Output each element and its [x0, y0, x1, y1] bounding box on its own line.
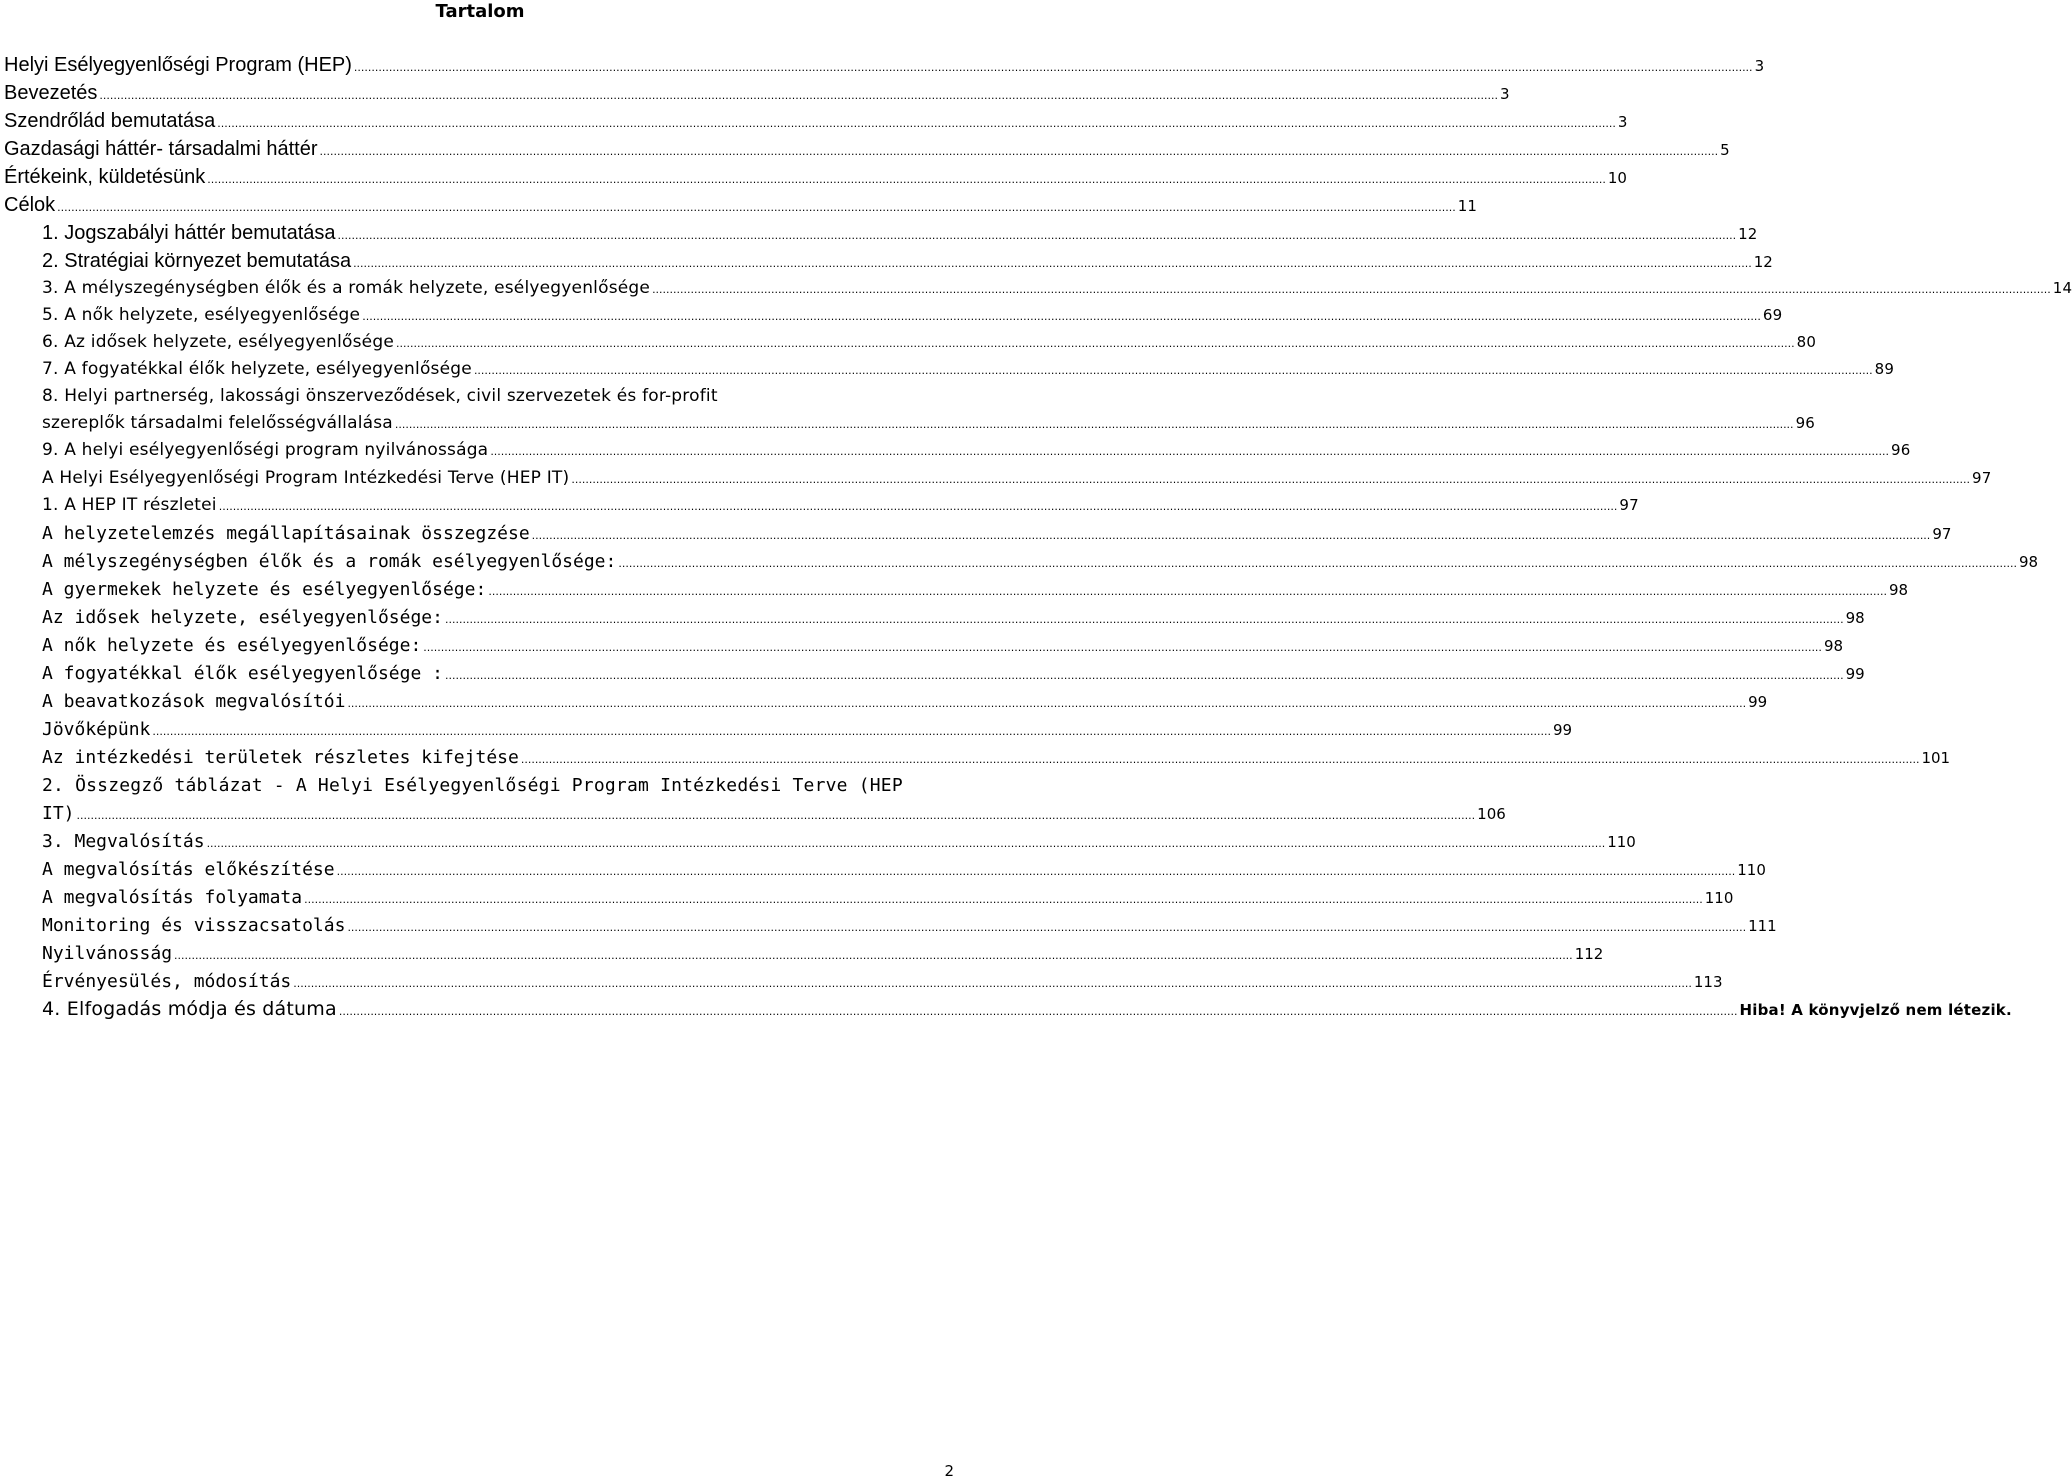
toc-leader: ................................................................................................................................................................................................................................................................................................................................................................................................................ [362, 310, 1761, 323]
toc-leader: ................................................................................................................................................................................................................................................................................................................................................................................................................ [444, 613, 1844, 626]
toc-leader: ................................................................................................................................................................................................................................................................................................................................................................................................................ [338, 1005, 1738, 1018]
toc-leader: ................................................................................................................................................................................................................................................................................................................................................................................................................ [618, 557, 2017, 570]
toc-entry-label: Jövőképünk [42, 719, 151, 740]
toc-entry-label: 2. Stratégiai környezet bemutatása [42, 250, 352, 272]
toc-entry[interactable] [0, 468, 1992, 488]
toc-entry[interactable] [0, 998, 2012, 1020]
toc-entry-page: 80 [1796, 333, 1817, 351]
toc-leader: ................................................................................................................................................................................................................................................................................................................................................................................................................ [206, 837, 1606, 850]
toc-entry[interactable] [0, 859, 1766, 880]
toc-entry-page: 10 [1607, 169, 1627, 187]
toc-leader: ................................................................................................................................................................................................................................................................................................................................................................................................................ [347, 697, 1747, 710]
toc-entry[interactable] [0, 194, 1477, 217]
toc-entry-label: IT) [42, 803, 75, 824]
toc-leader: ................................................................................................................................................................................................................................................................................................................................................................................................................ [304, 893, 1703, 906]
toc-entry-label: 3. Megvalósítás [42, 831, 205, 852]
toc-leader: ................................................................................................................................................................................................................................................................................................................................................................................................................ [444, 669, 1844, 682]
toc-entry-page: 12 [1738, 225, 1758, 243]
toc-entry-page-error: Hiba! A könyvjelző nem létezik. [1739, 1001, 2012, 1019]
toc-entry-page: 3 [1617, 113, 1628, 131]
toc-entry-page: 99 [1748, 693, 1768, 711]
toc-entry[interactable] [0, 440, 1911, 460]
toc-leader: ................................................................................................................................................................................................................................................................................................................................................................................................................ [395, 337, 1795, 350]
toc-entry[interactable] [0, 943, 1604, 964]
toc-entry-label: Szendrőlád bemutatása [4, 110, 216, 132]
toc-entry-page: 99 [1553, 721, 1573, 739]
toc-entry-label: 1. Jogszabályi háttér bemutatása [42, 222, 336, 244]
toc-entry-page: 110 [1737, 861, 1766, 879]
toc-entry-continuation[interactable] [0, 803, 1506, 824]
toc-entry-page: 111 [1748, 917, 1777, 935]
toc-entry[interactable] [0, 971, 1723, 992]
toc-leader: ................................................................................................................................................................................................................................................................................................................................................................................................................ [217, 117, 1616, 130]
toc-entry-label: 7. A fogyatékkal élők helyzete, esélyegyenlősége [42, 359, 472, 379]
toc-entry[interactable] [0, 607, 1865, 628]
toc-leader: ................................................................................................................................................................................................................................................................................................................................................................................................................ [347, 921, 1747, 934]
toc-entry-label: Monitoring és visszacsatolás [42, 915, 346, 936]
toc-leader: ................................................................................................................................................................................................................................................................................................................................................................................................................ [218, 500, 1618, 513]
toc-entry-label: A nők helyzete és esélyegyenlősége: [42, 635, 422, 656]
toc-entry-page: 96 [1795, 414, 1816, 432]
toc-leader: ................................................................................................................................................................................................................................................................................................................................................................................................................ [353, 61, 1753, 74]
toc-entry[interactable] [0, 278, 2072, 298]
toc-entry-page: 106 [1477, 805, 1506, 823]
toc-entry-label: A megvalósítás folyamata [42, 887, 303, 908]
toc-entry-page: 98 [1823, 637, 1844, 655]
toc-entry-page: 98 [2019, 553, 2039, 571]
toc-leader: ................................................................................................................................................................................................................................................................................................................................................................................................................ [531, 529, 1931, 542]
toc-entry-label: 1. A HEP IT részletei [42, 495, 217, 515]
toc-entry[interactable] [0, 82, 1510, 105]
toc-entry-page: 14 [2052, 279, 2072, 297]
toc-leader: ................................................................................................................................................................................................................................................................................................................................................................................................................ [152, 725, 1552, 738]
toc-entry[interactable] [0, 663, 1865, 684]
page-number: 2 [944, 1462, 954, 1480]
toc-entry[interactable] [0, 747, 1951, 768]
toc-entry-label: A Helyi Esélyegyenlőségi Program Intézkedési Terve (HEP IT) [42, 468, 570, 488]
toc-entry-label: 6. Az idősek helyzete, esélyegyenlősége [42, 332, 394, 352]
toc-entry-page: 113 [1693, 973, 1723, 991]
toc-leader: ................................................................................................................................................................................................................................................................................................................................................................................................................ [488, 585, 1887, 598]
toc-entry[interactable] [0, 887, 1734, 908]
toc-entry-label: Nyilvánosság [42, 943, 173, 964]
toc-entry[interactable] [0, 222, 1758, 245]
toc-leader: ................................................................................................................................................................................................................................................................................................................................................................................................................ [336, 865, 1736, 878]
toc-entry-page: 5 [1720, 141, 1730, 159]
page-title: Tartalom [435, 1, 525, 22]
toc-entry-page: 112 [1574, 945, 1604, 963]
toc-entry-page: 110 [1704, 889, 1734, 907]
toc-entry-page: 97 [1619, 496, 1639, 514]
toc-entry-label: Gazdasági háttér- társadalmi háttér [4, 138, 318, 160]
toc-entry-label: Célok [4, 194, 56, 216]
toc-entry[interactable] [0, 775, 956, 796]
toc-leader: ................................................................................................................................................................................................................................................................................................................................................................................................................ [571, 473, 1970, 486]
toc-entry-label: szereplők társadalmi felelősségvállalása [42, 413, 393, 433]
toc-entry[interactable] [0, 332, 1817, 352]
toc-entry-page: 97 [1932, 525, 1952, 543]
toc-leader: ................................................................................................................................................................................................................................................................................................................................................................................................................ [174, 949, 1573, 962]
toc-entry[interactable] [0, 54, 1765, 77]
toc-entry-label-line1: 8. Helyi partnerség, lakossági önszerveződések, civil szervezetek és for-profit [42, 386, 718, 406]
toc-entry[interactable] [0, 635, 1844, 656]
toc-entry-page: 97 [1971, 469, 1992, 487]
toc-entry[interactable] [0, 551, 2039, 572]
toc-entry[interactable] [0, 305, 1783, 325]
toc-leader: ................................................................................................................................................................................................................................................................................................................................................................................................................ [76, 809, 1476, 822]
toc-entry[interactable] [0, 831, 1636, 852]
toc-entry-page: 11 [1457, 197, 1477, 215]
toc-entry[interactable] [0, 110, 1628, 133]
toc-leader: ................................................................................................................................................................................................................................................................................................................................................................................................................ [652, 283, 2051, 296]
toc-entry-label: 3. A mélyszegénységben élők és a romák helyzete, esélyegyenlősége [42, 278, 651, 298]
toc-entry-label: 5. A nők helyzete, esélyegyenlősége [42, 305, 361, 325]
toc-entry-label: Bevezetés [4, 82, 98, 104]
toc-entry-label: Értékeink, küldetésünk [4, 166, 206, 188]
toc-entry[interactable] [0, 579, 1909, 600]
toc-entry[interactable] [0, 250, 1773, 273]
toc-leader: ................................................................................................................................................................................................................................................................................................................................................................................................................ [99, 89, 1499, 102]
toc-entry-label: Az intézkedési területek részletes kifejtése [42, 747, 519, 768]
toc-leader: ................................................................................................................................................................................................................................................................................................................................................................................................................ [57, 201, 1456, 214]
toc-entry-page: 69 [1762, 306, 1783, 324]
toc-entry-page: 3 [1754, 57, 1765, 75]
toc-entry-label: A megvalósítás előkészítése [42, 859, 335, 880]
toc-entry-page: 99 [1845, 665, 1865, 683]
toc-leader: ................................................................................................................................................................................................................................................................................................................................................................................................................ [473, 364, 1873, 377]
toc-entry-page: 3 [1500, 85, 1510, 103]
toc-entry-page: 96 [1890, 441, 1911, 459]
toc-leader: ................................................................................................................................................................................................................................................................................................................................................................................................................ [293, 977, 1692, 990]
toc-leader: ................................................................................................................................................................................................................................................................................................................................................................................................................ [337, 229, 1737, 242]
toc-entry[interactable] [0, 359, 1895, 379]
toc-entry[interactable] [0, 691, 1768, 712]
toc-entry-page: 89 [1874, 360, 1895, 378]
toc-entry[interactable] [0, 523, 1952, 544]
toc-entry[interactable] [0, 166, 1627, 189]
toc-entry-label: 9. A helyi esélyegyenlőségi program nyilvánossága [42, 440, 489, 460]
toc-leader: ................................................................................................................................................................................................................................................................................................................................................................................................................ [520, 753, 1920, 766]
toc-leader: ................................................................................................................................................................................................................................................................................................................................................................................................................ [207, 173, 1606, 186]
toc-entry-continuation[interactable] [0, 413, 1816, 433]
toc-entry-page: 101 [1921, 749, 1951, 767]
toc-entry-page: 98 [1888, 581, 1909, 599]
toc-leader: ................................................................................................................................................................................................................................................................................................................................................................................................................ [319, 145, 1719, 158]
toc-entry[interactable] [0, 719, 1573, 740]
toc-entry-label: A helyzetelemzés megállapításainak összegzése [42, 523, 530, 544]
toc-entry-label: A mélyszegénységben élők és a romák esélyegyenlősége: [42, 551, 617, 572]
toc-entry-page: 12 [1753, 253, 1773, 271]
toc-entry-label: 4. Elfogadás módja és dátuma [42, 998, 337, 1020]
toc-leader: ................................................................................................................................................................................................................................................................................................................................................................................................................ [490, 445, 1889, 458]
toc-entry[interactable] [0, 386, 956, 406]
toc-leader: ................................................................................................................................................................................................................................................................................................................................................................................................................ [353, 257, 1752, 270]
toc-entry-label: Érvényesülés, módosítás [42, 971, 292, 992]
toc-entry[interactable] [0, 495, 1639, 515]
toc-entry-label: Az idősek helyzete, esélyegyenlősége: [42, 607, 443, 628]
toc-entry-label: A fogyatékkal élők esélyegyenlősége : [42, 663, 443, 684]
toc-entry-page: 110 [1607, 833, 1636, 851]
toc-entry-label: Helyi Esélyegyenlőségi Program (HEP) [4, 54, 352, 76]
toc-entry-label: A beavatkozások megvalósítói [42, 691, 346, 712]
toc-entry-label: A gyermekek helyzete és esélyegyenlősége: [42, 579, 487, 600]
toc-entry-label-line1: 2. Összegző táblázat - A Helyi Esélyegyenlőségi Program Intézkedési Terve (HEP [42, 775, 903, 796]
toc-leader: ................................................................................................................................................................................................................................................................................................................................................................................................................ [394, 418, 1794, 431]
toc-entry-page: 98 [1845, 609, 1865, 627]
toc-entry[interactable] [0, 915, 1777, 936]
toc-entry[interactable] [0, 138, 1730, 161]
toc-leader: ................................................................................................................................................................................................................................................................................................................................................................................................................ [423, 641, 1822, 654]
